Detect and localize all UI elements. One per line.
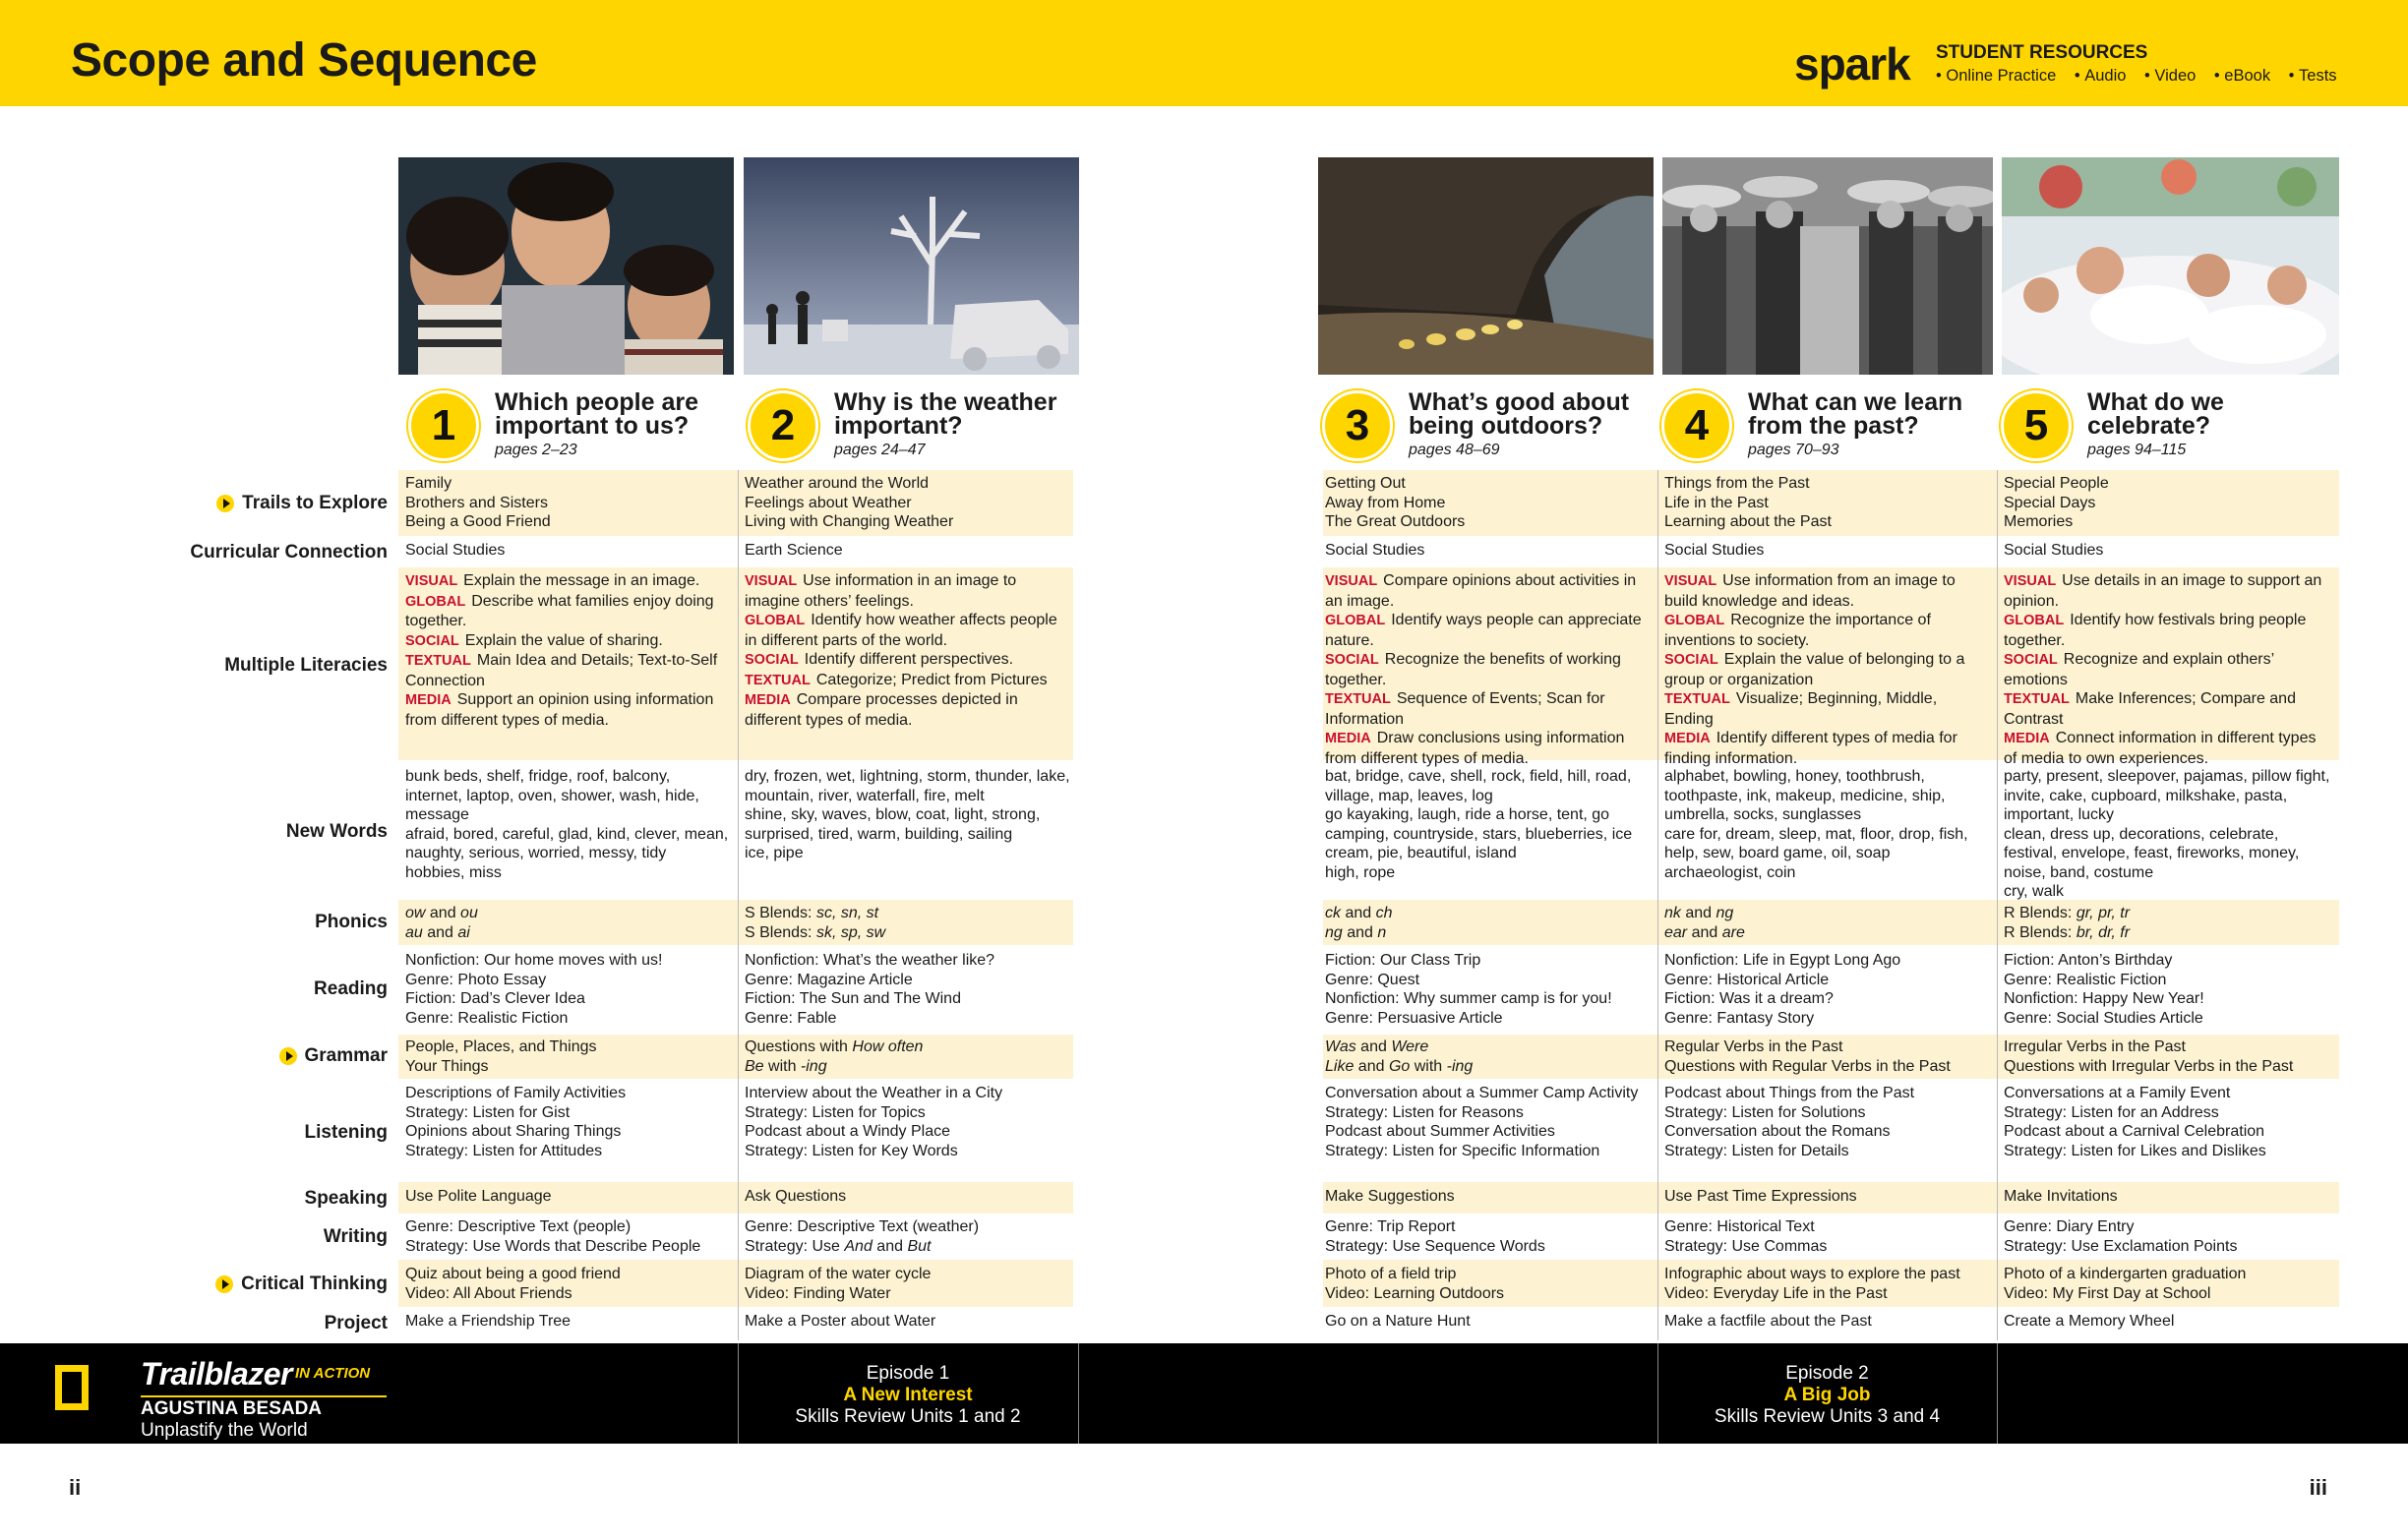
page-number-left: ii bbox=[69, 1475, 82, 1500]
unit-4-question: What can we learn from the past? bbox=[1748, 388, 1963, 440]
unit-5-trails: Special People Special Days Memories bbox=[2004, 475, 2109, 530]
unit-3-writing: Genre: Trip Report Strategy: Use Sequence Words bbox=[1325, 1218, 1545, 1255]
label-speaking: Speaking bbox=[304, 1188, 388, 1209]
label-curricular-connection: Curricular Connection bbox=[190, 542, 388, 563]
resource-online-practice[interactable]: • Online Practice bbox=[1936, 67, 2056, 85]
unit-3-speaking: Make Suggestions bbox=[1325, 1188, 1455, 1205]
resource-ebook[interactable]: • eBook bbox=[2214, 67, 2270, 85]
unit-1-number: 1 bbox=[408, 390, 479, 461]
label-critical-thinking: Critical Thinking bbox=[0, 1271, 388, 1298]
unit-4-heading bbox=[1652, 386, 1987, 467]
play-arrow-icon bbox=[215, 1275, 233, 1293]
unit-5-writing: Genre: Diary Entry Strategy: Use Exclamation Points bbox=[2004, 1218, 2238, 1255]
unit-3-project: Go on a Nature Hunt bbox=[1325, 1313, 1471, 1330]
unit-1-project: Make a Friendship Tree bbox=[405, 1313, 572, 1330]
unit-1-writing: Genre: Descriptive Text (people) Strategy: Use Words that Describe People bbox=[405, 1218, 701, 1255]
play-arrow-icon bbox=[216, 495, 234, 512]
unit-5-curricular: Social Studies bbox=[2004, 542, 2104, 559]
footer-divider bbox=[1078, 1343, 1079, 1444]
unit-1-phonics: ow and ou au and ai bbox=[405, 905, 478, 941]
unit-4-number: 4 bbox=[1661, 390, 1732, 461]
unit-5-phonics: R Blends: gr, pr, tr R Blends: br, dr, fr bbox=[2004, 905, 2131, 941]
play-arrow-icon bbox=[279, 1047, 297, 1065]
label-multiple-literacies: Multiple Literacies bbox=[224, 655, 388, 676]
unit-4-literacies: VISUAL Use information from an image to build knowledge and ideas. GLOBAL Recognize the importance of inventions to society. SOCIAL Explain the value of belonging to a group or organization TEXTUAL Visualize; Beginning, Middle, Ending MEDIA Identify different types of media for finding information. bbox=[1664, 572, 1965, 767]
resource-tests[interactable]: • Tests bbox=[2289, 67, 2337, 85]
unit-1-pages: pages 2–23 bbox=[495, 442, 577, 458]
label-reading: Reading bbox=[314, 978, 388, 999]
unit-3-listening: Conversation about a Summer Camp Activity Strategy: Listen for Reasons Podcast about Summer Activities Strategy: Listen for Specific Information bbox=[1325, 1085, 1639, 1159]
unit-1-critical: Quiz about being a good friend Video: All About Friends bbox=[405, 1266, 621, 1302]
unit-4-pages: pages 70–93 bbox=[1748, 442, 1839, 458]
page-title: Scope and Sequence bbox=[71, 34, 537, 87]
unit-4-writing: Genre: Historical Text Strategy: Use Commas bbox=[1664, 1218, 1828, 1255]
nat-geo-logo-icon bbox=[55, 1365, 89, 1410]
unit-4-reading: Nonfiction: Life in Egypt Long Ago Genre: Historical Article Fiction: Was it a dream? Genre: Fantasy Story bbox=[1664, 952, 1901, 1027]
label-project: Project bbox=[324, 1313, 388, 1333]
resource-video[interactable]: • Video bbox=[2144, 67, 2196, 85]
unit-2-reading: Nonfiction: What’s the weather like? Genre: Magazine Article Fiction: The Sun and The Wind Genre: Fable bbox=[745, 952, 995, 1027]
trailblazer-name: AGUSTINA BESADA bbox=[141, 1398, 323, 1419]
trailblazer-title: Trailblazer bbox=[141, 1356, 292, 1392]
episode-1[interactable]: Episode 1 A New Interest Skills Review Units 1 and 2 bbox=[795, 1363, 1021, 1427]
unit-3-literacies: VISUAL Compare opinions about activities in an image. GLOBAL Identify ways people can appreciate nature. SOCIAL Recognize the benefits of working together. TEXTUAL Sequence of Events; Scan for Information MEDIA Draw conclusions using information from different types of media. bbox=[1325, 572, 1642, 767]
unit-5-grammar: Irregular Verbs in the Past Questions with Irregular Verbs in the Past bbox=[2004, 1038, 2294, 1075]
trailblazer-footer bbox=[0, 1343, 2408, 1444]
unit-2-grammar: Questions with How often Be with -ing bbox=[745, 1038, 924, 1075]
label-grammar: Grammar bbox=[0, 1042, 388, 1070]
unit-2-listening: Interview about the Weather in a City Strategy: Listen for Topics Podcast about a Windy Place Strategy: Listen for Key Words bbox=[745, 1085, 1003, 1159]
label-writing: Writing bbox=[323, 1226, 388, 1247]
unit-5-reading: Fiction: Anton’s Birthday Genre: Realistic Fiction Nonfiction: Happy New Year! Genre: Social Studies Article bbox=[2004, 952, 2204, 1027]
unit-2-pages: pages 24–47 bbox=[834, 442, 926, 458]
unit-3-photo bbox=[1318, 157, 1654, 375]
footer-divider bbox=[1997, 1343, 1998, 1444]
unit-4-new-words: alphabet, bowling, honey, toothbrush, toothpaste, ink, makeup, medicine, ship, umbrella, socks, sunglasses care for, dream, sleep, mat, floor, drop, fish, help, sew, board game, oil, soap archaeologist, coin bbox=[1664, 768, 1968, 881]
unit-2-speaking: Ask Questions bbox=[745, 1188, 847, 1205]
trailblazer-underline bbox=[141, 1395, 387, 1397]
unit-2-new-words: dry, frozen, wet, lightning, storm, thunder, lake, mountain, river, waterfall, fire, melt shine, sky, waves, blow, coat, light, strong, surprised, tired, warm, building, sailing ice, pipe bbox=[745, 768, 1070, 861]
unit-5-pages: pages 94–115 bbox=[2087, 442, 2187, 458]
unit-2-writing: Genre: Descriptive Text (weather) Strategy: Use And and But bbox=[745, 1218, 980, 1255]
label-new-words: New Words bbox=[285, 821, 388, 842]
label-trails-to-explore: Trails to Explore bbox=[0, 490, 388, 517]
unit-2-trails: Weather around the World Feelings about Weather Living with Changing Weather bbox=[745, 475, 954, 530]
unit-3-pages: pages 48–69 bbox=[1409, 442, 1500, 458]
unit-5-question: What do we celebrate? bbox=[2087, 388, 2224, 440]
unit-4-critical: Infographic about ways to explore the past Video: Everyday Life in the Past bbox=[1664, 1266, 1960, 1302]
unit-1-curricular: Social Studies bbox=[405, 542, 506, 559]
unit-1-grammar: People, Places, and Things Your Things bbox=[405, 1038, 597, 1075]
unit-4-trails: Things from the Past Life in the Past Learning about the Past bbox=[1664, 475, 1832, 530]
unit-3-phonics: ck and ch ng and n bbox=[1325, 905, 1393, 941]
unit-2-number: 2 bbox=[748, 390, 818, 461]
unit-5-literacies: VISUAL Use details in an image to support an opinion. GLOBAL Identify how festivals bring people together. SOCIAL Recognize and explain others’ emotions TEXTUAL Make Inferences; Compare and Contrast MEDIA Connect information in different types of media to own experiences. bbox=[2004, 572, 2322, 767]
spark-logo: spark bbox=[1794, 38, 1910, 89]
unit-2-critical: Diagram of the water cycle Video: Finding Water bbox=[745, 1266, 932, 1302]
episode-2[interactable]: Episode 2 A Big Job Skills Review Units 3 and 4 bbox=[1714, 1363, 1941, 1427]
unit-5-listening: Conversations at a Family Event Strategy: Listen for an Address Podcast about a Carnival Celebration Strategy: Listen for Likes and Dislikes bbox=[2004, 1085, 2266, 1159]
unit-2-literacies: VISUAL Use information in an image to imagine others’ feelings. GLOBAL Identify how weather affects people in different parts of the world. SOCIAL Identify different perspectives. TEXTUAL Categorize; Predict from Pictures MEDIA Compare processes depicted in different types of media. bbox=[745, 572, 1057, 729]
unit-2-phonics: S Blends: sc, sn, st S Blends: sk, sp, sw bbox=[745, 905, 886, 941]
trailblazer-project: Unplastify the World bbox=[141, 1420, 308, 1441]
unit-2-project: Make a Poster about Water bbox=[745, 1313, 936, 1330]
unit-5-number: 5 bbox=[2001, 390, 2072, 461]
unit-1-question: Which people are important to us? bbox=[495, 388, 698, 440]
unit-5-speaking: Make Invitations bbox=[2004, 1188, 2118, 1205]
unit-3-grammar: Was and Were Like and Go with -ing bbox=[1325, 1038, 1474, 1075]
unit-4-curricular: Social Studies bbox=[1664, 542, 1765, 559]
unit-3-question: What’s good about being outdoors? bbox=[1409, 388, 1630, 440]
resource-audio[interactable]: • Audio bbox=[2075, 67, 2127, 85]
unit-1-heading bbox=[398, 386, 734, 467]
unit-1-photo bbox=[398, 157, 734, 375]
label-phonics: Phonics bbox=[315, 912, 388, 932]
unit-4-photo bbox=[1662, 157, 1993, 375]
unit-3-curricular: Social Studies bbox=[1325, 542, 1425, 559]
unit-4-grammar: Regular Verbs in the Past Questions with Regular Verbs in the Past bbox=[1664, 1038, 1951, 1075]
unit-4-speaking: Use Past Time Expressions bbox=[1664, 1188, 1857, 1205]
unit-5-project: Create a Memory Wheel bbox=[2004, 1313, 2175, 1330]
unit-2-photo bbox=[744, 157, 1079, 375]
unit-1-new-words: bunk beds, shelf, fridge, roof, balcony, internet, laptop, oven, shower, wash, hide, message afraid, bored, careful, glad, kind, clever, mean, naughty, serious, worried, messy, tidy hobbies, miss bbox=[405, 768, 729, 881]
unit-2-heading bbox=[738, 386, 1073, 467]
unit-1-literacies: VISUAL Explain the message in an image. GLOBAL Describe what families enjoy doing together. SOCIAL Explain the value of sharing. TEXTUAL Main Idea and Details; Text-to-Self Connection MEDIA Support an opinion using information from different types of media. bbox=[405, 572, 718, 729]
resources-title: STUDENT RESOURCES bbox=[1936, 42, 2148, 63]
unit-3-trails: Getting Out Away from Home The Great Outdoors bbox=[1325, 475, 1466, 530]
header-bar bbox=[0, 0, 2408, 106]
unit-3-critical: Photo of a field trip Video: Learning Outdoors bbox=[1325, 1266, 1505, 1302]
resources-list bbox=[1936, 67, 2351, 86]
unit-3-new-words: bat, bridge, cave, shell, rock, field, hill, road, village, map, leaves, log go kayaking, laugh, ride a horse, tent, go camping, countryside, stars, blueberries, ice cream, pie, beautiful, island high, rope bbox=[1325, 768, 1633, 881]
label-listening: Listening bbox=[304, 1122, 388, 1143]
unit-5-critical: Photo of a kindergarten graduation Video: My First Day at School bbox=[2004, 1266, 2247, 1302]
unit-3-reading: Fiction: Our Class Trip Genre: Quest Nonfiction: Why summer camp is for you! Genre: Persuasive Article bbox=[1325, 952, 1612, 1027]
unit-1-trails: Family Brothers and Sisters Being a Good Friend bbox=[405, 475, 551, 530]
unit-5-photo bbox=[2002, 157, 2339, 375]
unit-2-curricular: Earth Science bbox=[745, 542, 843, 559]
trailblazer-in-action: IN ACTION bbox=[295, 1365, 371, 1382]
unit-4-phonics: nk and ng ear and are bbox=[1664, 905, 1745, 941]
unit-4-listening: Podcast about Things from the Past Strategy: Listen for Solutions Conversation about the Romans Strategy: Listen for Details bbox=[1664, 1085, 1915, 1159]
unit-4-project: Make a factfile about the Past bbox=[1664, 1313, 1872, 1330]
unit-1-listening: Descriptions of Family Activities Strategy: Listen for Gist Opinions about Sharing Things Strategy: Listen for Attitudes bbox=[405, 1085, 627, 1159]
unit-3-number: 3 bbox=[1322, 390, 1393, 461]
unit-5-heading bbox=[1991, 386, 2326, 467]
unit-5-new-words: party, present, sleepover, pajamas, pillow fight, invite, cake, cupboard, milkshake, pasta, important, lucky clean, dress up, decorations, celebrate, festival, envelope, feast, fireworks, money, noise, band, costume cry, walk bbox=[2004, 768, 2330, 900]
unit-1-reading: Nonfiction: Our home moves with us! Genre: Photo Essay Fiction: Dad’s Clever Idea Genre: Realistic Fiction bbox=[405, 952, 663, 1027]
unit-2-question: Why is the weather important? bbox=[834, 388, 1057, 440]
unit-3-heading bbox=[1312, 386, 1648, 467]
unit-1-speaking: Use Polite Language bbox=[405, 1188, 552, 1205]
page-number-right: iii bbox=[2309, 1475, 2327, 1500]
